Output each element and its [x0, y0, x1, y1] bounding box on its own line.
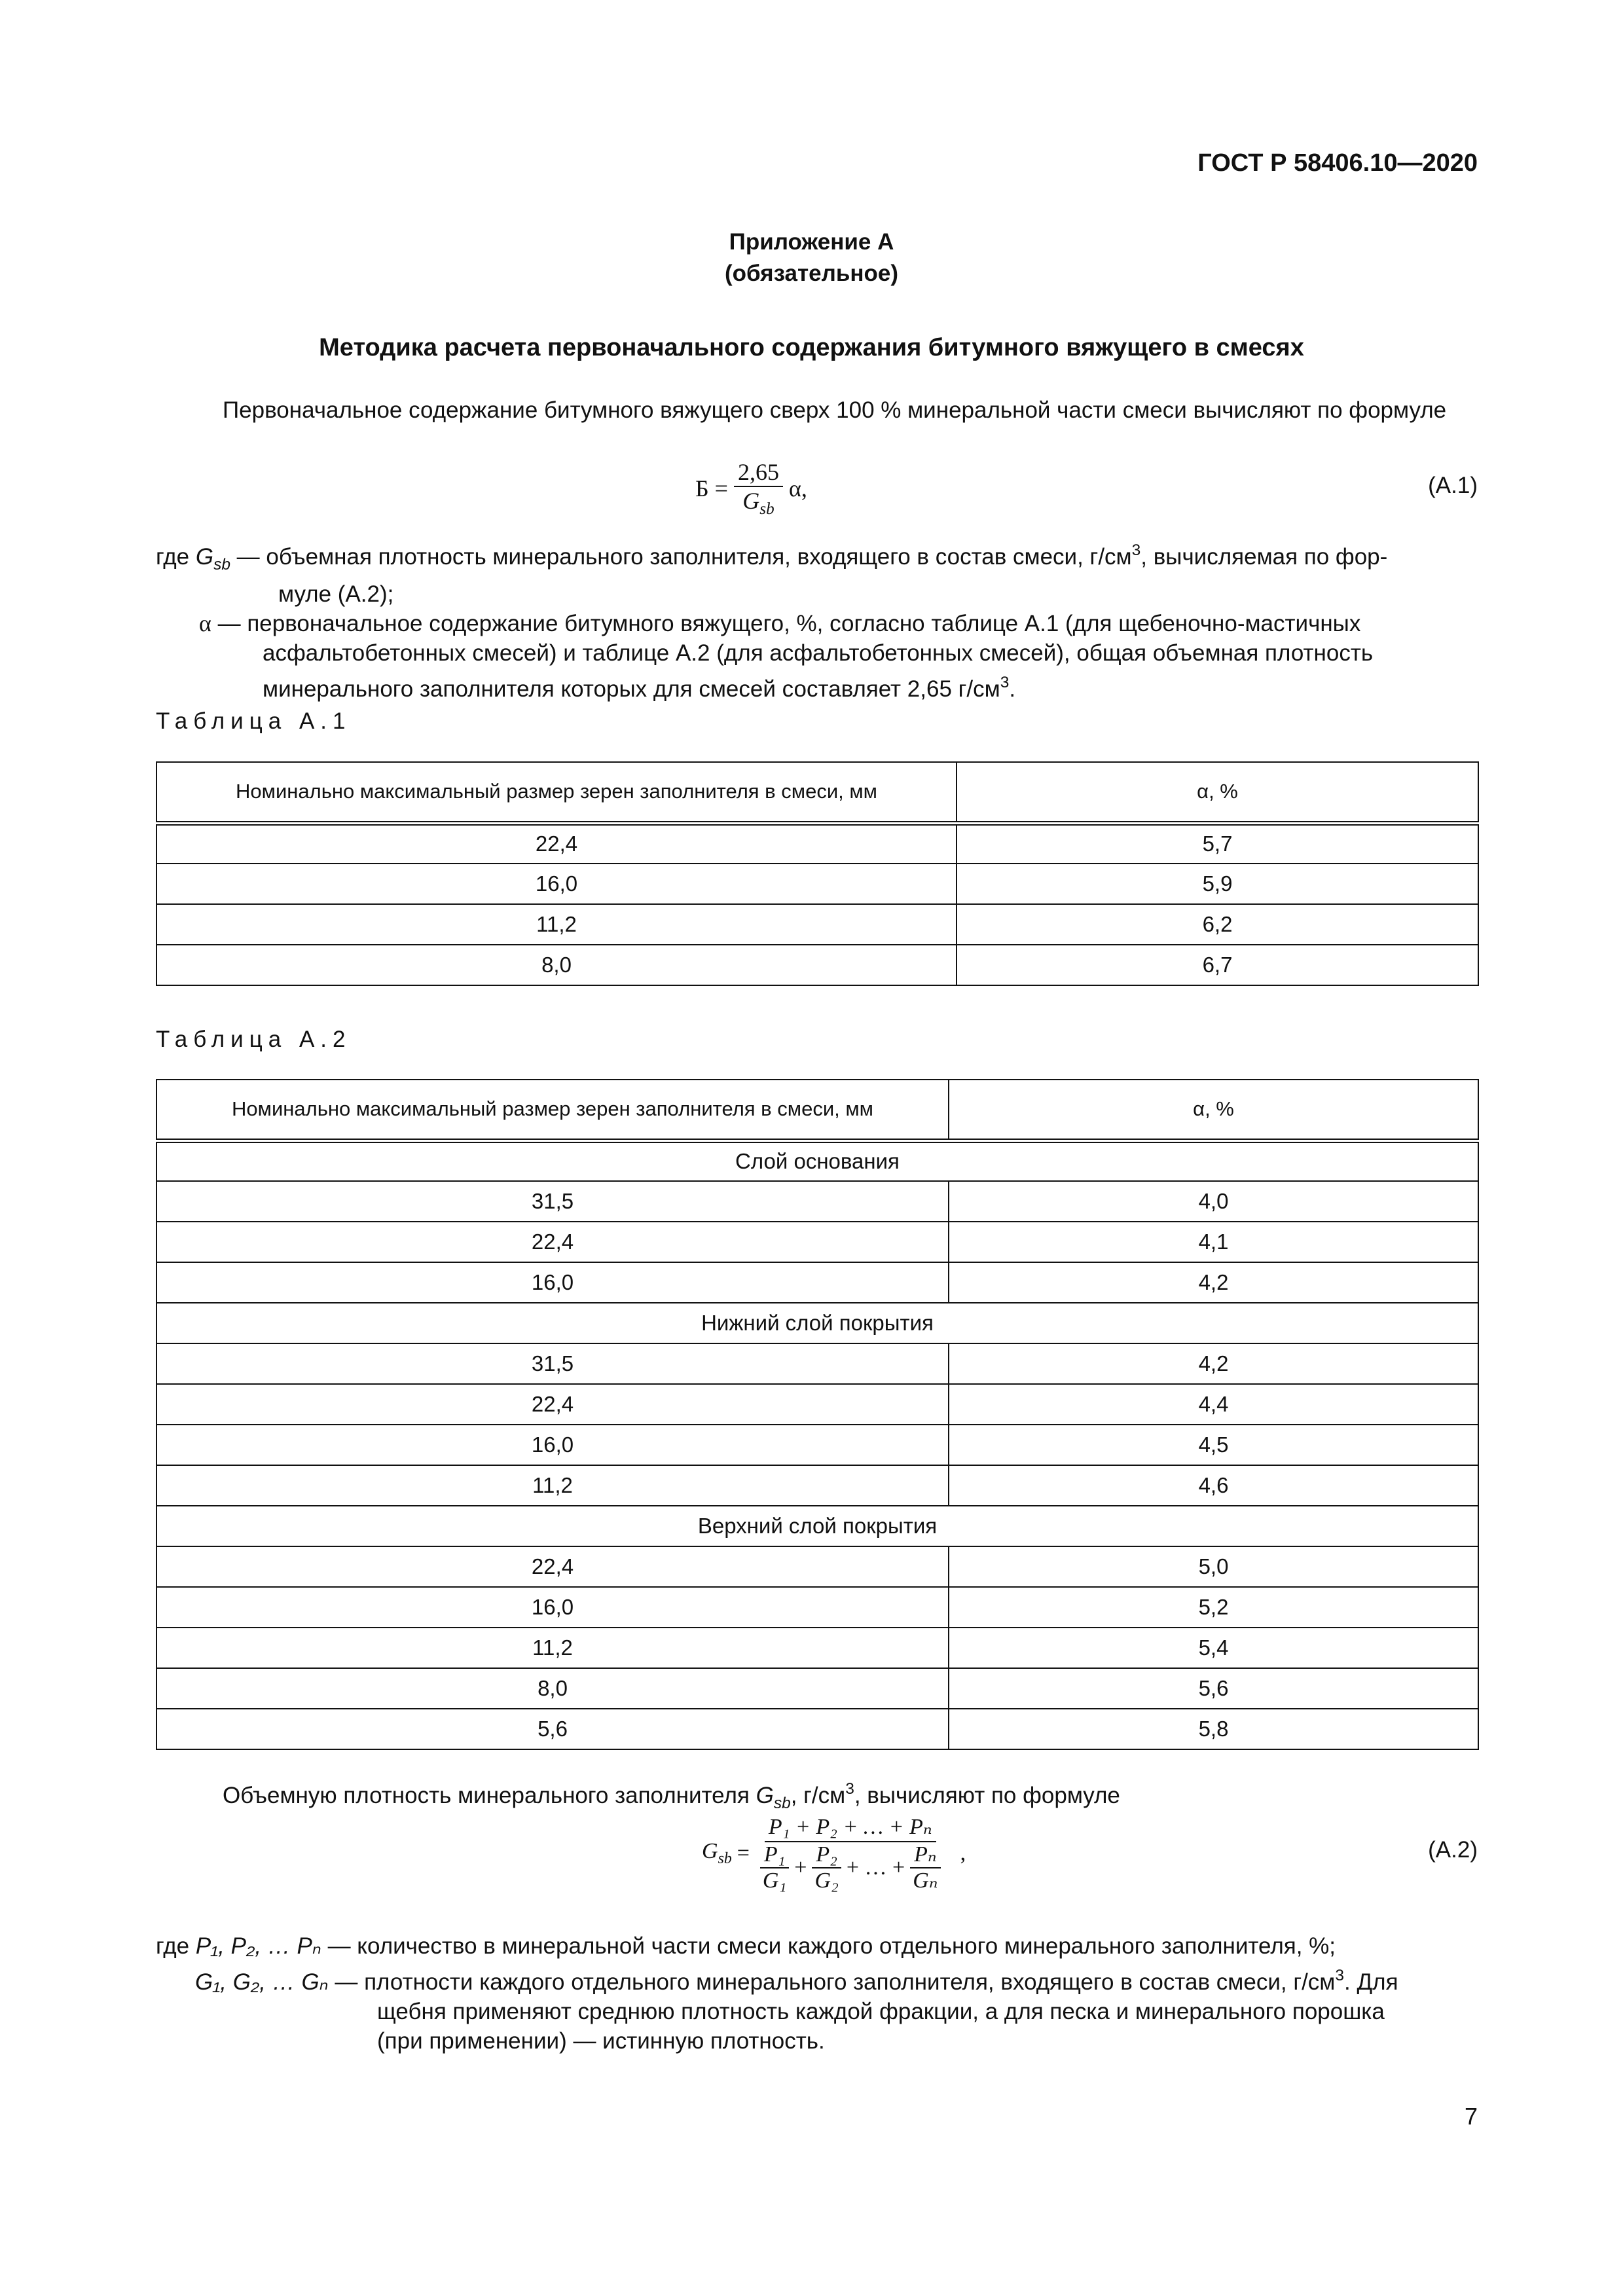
table-a1-header-alpha: α, % [957, 762, 1478, 823]
gsb-symbol: G [195, 544, 214, 570]
formula-a1-tail: α, [788, 475, 807, 501]
formula-a1-number: (А.1) [1428, 473, 1478, 498]
table-a2-header-alpha: α, % [949, 1080, 1478, 1140]
where-alpha-line: α — первоначальное содержание битумного вяжущего, %, согласно таблице А.1 (для щебеночно-мастичных [199, 610, 1361, 636]
table-row: 22,4 4,4 [156, 1384, 1478, 1425]
appendix-heading [0, 227, 1623, 289]
table-row: 5,6 5,8 [156, 1709, 1478, 1749]
where-gsb-line: где $G_{sb}$ — объемная плотность минерального заполнителя, входящего в состав смеси, $г/см^3$, вычисляемая по фор- [156, 541, 1388, 574]
formula-a2-number: (А.2) [1428, 1837, 1478, 1863]
page-number: 7 [1464, 2103, 1478, 2130]
formula-a1-denominator: $G_{sb}$ [742, 488, 775, 518]
formula-a2-fraction [755, 1813, 946, 1893]
where-alpha-line-3: минерального заполнителя которых для смесей составляет 2,65 $г/см^3$. [263, 674, 1016, 702]
formula-a2-denominator: $\frac{\text{P₁}}{\text{G₁}}$ + $\frac{\text{P₂}}{\text{G₂}}$ + … + $\frac{\text{Pₙ}}{\text{Gₙ}}$ [755, 1842, 946, 1893]
table-a1-caption: Таблица А.1 [156, 708, 352, 734]
where-p-line: где P₁, P₂, … Pₙ — количество в минеральной части смеси каждого отдельного минерального заполнителя, %; [156, 1933, 1336, 1959]
intro-paragraph [156, 395, 1478, 426]
g-symbols: G₁, G₂, … Gₙ [195, 1969, 329, 1995]
where-g-line-2: щебня применяют среднюю плотность каждой фракции, а для песка и минерального порошка [377, 1999, 1385, 2024]
gsb-paragraph: Объемную плотность минерального заполнителя $G_{sb}$, $г/см^3$, вычисляют по формуле [223, 1780, 1120, 1812]
table-row: 11,2 5,4 [156, 1628, 1478, 1668]
formula-a1-numerator: 2,65 [734, 458, 783, 487]
alpha-symbol: α [199, 610, 211, 636]
formula-a2-eq: = [737, 1841, 750, 1865]
table-a1 [156, 761, 1479, 986]
section-title: Методика расчета первоначального содержания битумного вяжущего в смесях [319, 334, 1304, 361]
table-header-row [156, 762, 1478, 823]
table-row: 11,2 6,2 [156, 904, 1478, 945]
table-group-row: Нижний слой покрытия [156, 1303, 1478, 1343]
formula-a2-comma: , [960, 1841, 966, 1865]
formula-a1-lhs: Б [695, 475, 709, 501]
where-g-line: G₁, G₂, … Gₙ — плотности каждого отдельного минерального заполнителя, входящего в состав смеси, $г/см^3$. Для [195, 1967, 1398, 1995]
formula-a1-fraction [734, 458, 783, 523]
table-a2-caption: Таблица А.2 [156, 1027, 352, 1052]
table-a2 [156, 1079, 1479, 1750]
table-row: 8,0 6,7 [156, 945, 1478, 985]
formula-a2-numerator: P₁ + P₂ + … + Pₙ [765, 1813, 936, 1842]
intro-text: Первоначальное содержание битумного вяжущего сверх 100 % минеральной части смеси вычисляют по формуле [223, 397, 1447, 423]
table-row: 16,0 5,2 [156, 1587, 1478, 1628]
table-row: 22,4 4,1 [156, 1222, 1478, 1262]
table-row: 8,0 5,6 [156, 1668, 1478, 1709]
where-block-1 [156, 536, 1478, 704]
formula-a1-eq: = [714, 475, 728, 501]
where-block-2 [156, 1931, 1478, 2056]
table-row: 22,4 5,0 [156, 1546, 1478, 1587]
formula-a2-lhs: $G_{sb}$ [702, 1839, 732, 1867]
appendix-status: (обязательное) [724, 261, 898, 286]
table-group-row: Верхний слой покрытия [156, 1506, 1478, 1546]
table-header-row [156, 1080, 1478, 1140]
table-group-row: Слой основания [156, 1140, 1478, 1181]
table-row: 31,5 4,2 [156, 1343, 1478, 1384]
table-row: 16,0 5,9 [156, 864, 1478, 904]
formula-a1 [695, 458, 807, 523]
table-a1-header-size: Номинально максимальный размер зерен заполнителя в смеси, мм [156, 762, 957, 823]
table-row: 11,2 4,6 [156, 1465, 1478, 1506]
p-symbols: P₁, P₂, … Pₙ [195, 1933, 321, 1959]
table-row: 16,0 4,2 [156, 1262, 1478, 1303]
formula-a2 [702, 1813, 966, 1893]
table-row: 16,0 4,5 [156, 1425, 1478, 1465]
table-row: 31,5 4,0 [156, 1181, 1478, 1222]
table-a2-header-size: Номинально максимальный размер зерен заполнителя в смеси, мм [156, 1080, 949, 1140]
table-row: 22,4 5,7 [156, 823, 1478, 864]
where-g-line-3: (при применении) — истинную плотность. [377, 2028, 825, 2054]
document-code: ГОСТ Р 58406.10—2020 [1197, 149, 1478, 177]
where-gsb-line-2: муле (А.2); [278, 581, 394, 607]
where-alpha-line-2: асфальтобетонных смесей) и таблице А.2 (для асфальтобетонных смесей), общая объемная плотность [263, 640, 1374, 666]
appendix-title: Приложение А [729, 229, 894, 255]
